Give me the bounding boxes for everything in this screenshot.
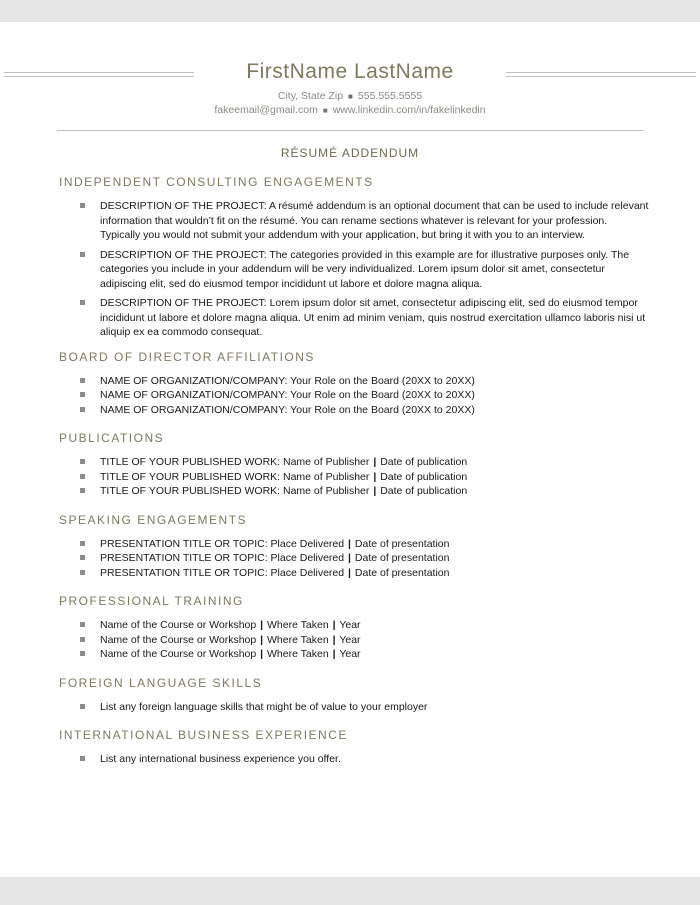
publications-list [59,455,649,499]
international-list [59,752,649,767]
list-item: PRESENTATION TITLE OR TOPIC: Place Delivered | Date of presentation [59,537,649,552]
candidate-name: FirstName LastName [246,60,454,83]
decorative-rule-right [506,72,696,78]
list-item: Name of the Course or Workshop | Where Taken | Year [59,647,649,662]
linkedin-url[interactable]: www.linkedin.com/in/fakelinkedin [332,104,486,116]
list-item: Name of the Course or Workshop | Where Taken | Year [59,633,649,648]
list-item: List any foreign language skills that might be of value to your employer [59,700,649,715]
list-item: DESCRIPTION OF THE PROJECT: Lorem ipsum dolor sit amet, consectetur adipiscing elit, sed do eiusmod tempor incididunt ut labore et dolore magna aliqua. Ut enim ad minim veniam, quis nostrud exercitation ullamco laboris nisi ut aliquip ex ea commodo consequat. [59,296,649,340]
section-title-speaking: SPEAKING ENGAGEMENTS [59,512,248,527]
email-address[interactable]: fakeemail@gmail.com [214,104,318,116]
separator-square-icon: ■ [322,106,328,115]
section-title-board: BOARD OF DIRECTOR AFFILIATIONS [59,349,315,364]
board-list [59,374,649,418]
section-title-training: PROFESSIONAL TRAINING [59,594,244,608]
list-item: TITLE OF YOUR PUBLISHED WORK: Name of Publisher | Date of publication [59,470,649,485]
section-title-publications: PUBLICATIONS [59,431,165,445]
name-header [0,60,700,90]
list-item: PRESENTATION TITLE OR TOPIC: Place Delivered | Date of presentation [59,551,649,566]
list-item: List any international business experience you offer. [59,752,649,767]
phone-number: 555.555.5555 [357,90,423,102]
separator-square-icon: ■ [348,92,353,101]
list-item: DESCRIPTION OF THE PROJECT: A résumé addendum is an optional document that can be used to include relevant information that wouldn’t fit on the résumé. You can rename sections whatever is relevant for your profession. Typically you would not submit your addendum with your application, but bring it with you to an interview. [59,199,649,243]
section-title-languages: FOREIGN LANGUAGE SKILLS [59,675,263,690]
section-title-consulting: INDEPENDENT CONSULTING ENGAGEMENTS [59,175,374,189]
list-item: PRESENTATION TITLE OR TOPIC: Place Delivered | Date of presentation [59,566,649,581]
consulting-list [59,199,649,340]
list-item: Name of the Course or Workshop | Where Taken | Year [59,618,649,633]
header-divider [57,130,643,131]
languages-list [59,700,649,715]
list-item: NAME OF ORGANIZATION/COMPANY: Your Role on the Board (20XX to 20XX) [59,374,649,389]
list-item: TITLE OF YOUR PUBLISHED WORK: Name of Publisher | Date of publication [59,484,649,499]
training-list [59,618,649,662]
document-title: RÉSUMÉ ADDENDUM [280,146,420,160]
list-item: NAME OF ORGANIZATION/COMPANY: Your Role on the Board (20XX to 20XX) [59,388,649,403]
contact-line-2 [0,104,700,116]
resume-content [59,175,649,781]
resume-page [0,22,700,877]
list-item: NAME OF ORGANIZATION/COMPANY: Your Role on the Board (20XX to 20XX) [59,403,649,418]
speaking-list [59,537,649,581]
section-title-international: INTERNATIONAL BUSINESS EXPERIENCE [59,728,348,742]
list-item: TITLE OF YOUR PUBLISHED WORK: Name of Publisher | Date of publication [59,455,649,470]
list-item: DESCRIPTION OF THE PROJECT: The categories provided in this example are for illustrative purposes only. The categories you include in your addendum will be very individualized. Lorem ipsum dolor sit amet, consectetur adipiscing elit, sed do eiusmod tempor incididunt ut labore et dolore magna aliqua. [59,248,649,292]
city-state-zip: City, State Zip [277,90,344,102]
contact-line-1 [0,90,700,102]
